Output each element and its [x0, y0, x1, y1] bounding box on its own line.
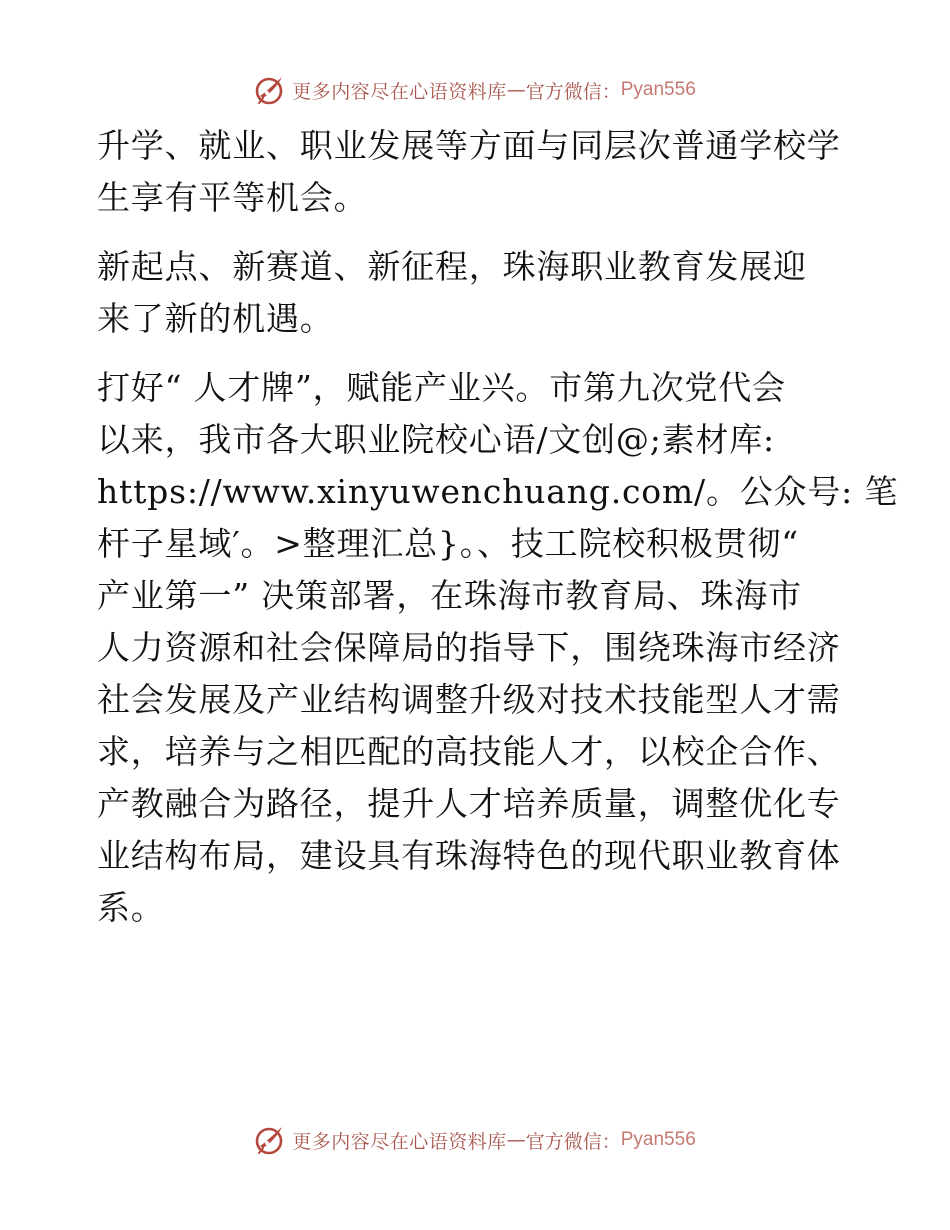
- banner-wechat-id: Pyan556: [620, 79, 696, 100]
- text-line: 产业第一” 决策部署，在珠海市教育局、珠海市: [97, 576, 802, 615]
- banner-text: 更多内容尽在心语资料库: [292, 1130, 507, 1153]
- text-line: 社会发展及产业结构调整升级对技术技能型人才需: [97, 680, 841, 719]
- banner-wechat-id: Pyan556: [620, 1129, 696, 1150]
- text-line: 来了新的机遇。: [97, 299, 334, 338]
- text-line: 升学、就业、职业发展等方面与同层次普通学校学: [97, 126, 841, 165]
- quill-pen-logo-icon: [254, 1124, 286, 1156]
- text-line: 系。: [97, 888, 165, 927]
- banner-separator: —: [506, 1129, 526, 1151]
- text-line: 杆子星域′。>整理汇总}。、技工院校积极贯彻“: [97, 524, 799, 563]
- text-line: 生享有平等机会。: [97, 178, 368, 217]
- banner-wechat-label: 官方微信：: [525, 1130, 621, 1153]
- quill-pen-logo-icon: [254, 74, 286, 106]
- footer-banner: [0, 1120, 950, 1160]
- text-line-url: https://www.xinyuwenchuang.com/。公众号: 笔: [97, 472, 899, 511]
- text-line: 产教融合为路径，提升人才培养质量，调整优化专: [97, 784, 841, 823]
- header-banner: [0, 70, 950, 110]
- text-line: 打好“ 人才牌”，赋能产业兴。市第九次党代会: [97, 368, 786, 407]
- text-line: 以来，我市各大职业院校心语/文创@;素材库:: [97, 420, 775, 459]
- document-body: [97, 120, 899, 934]
- banner-wechat-label: 官方微信：: [525, 80, 621, 103]
- text-line: 新起点、新赛道、新征程，珠海职业教育发展迎: [97, 247, 807, 286]
- paragraph-3: [97, 362, 899, 934]
- text-line: 人力资源和社会保障局的指导下，围绕珠海市经济: [97, 628, 841, 667]
- text-line: 求，培养与之相匹配的高技能人才，以校企合作、: [97, 732, 841, 771]
- banner-text: 更多内容尽在心语资料库: [292, 80, 507, 103]
- paragraph-1: [97, 120, 857, 224]
- text-line: 业结构布局，建设具有珠海特色的现代职业教育体: [97, 836, 841, 875]
- banner-separator: —: [506, 79, 526, 101]
- paragraph-2: [97, 241, 857, 345]
